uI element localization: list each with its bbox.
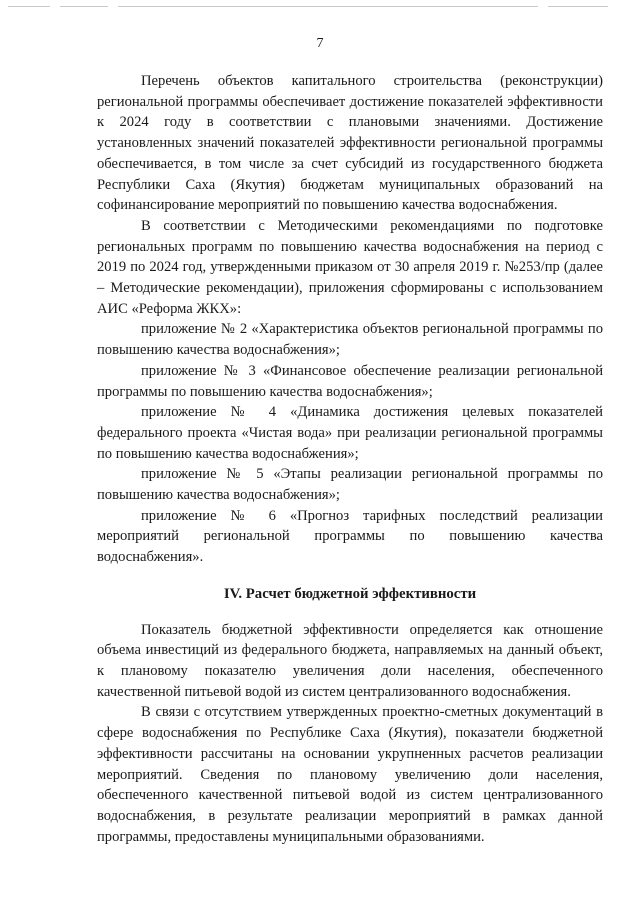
- scan-artifact-line: [548, 6, 608, 7]
- appendix-item: приложение № 4 «Динамика достижения целевых показателей федерального проекта «Чистая вода» при реализации региональной программы по повышению качества водоснабжения»;: [97, 404, 603, 462]
- appendix-item: приложение № 2 «Характеристика объектов региональной программы по повышению качества водоснабжения»;: [97, 321, 603, 359]
- paragraph: В соответствии с Методическими рекомендациями по подготовке региональных программ по повышению качества водоснабжения на период с 2019 по 2024 год, утвержденными приказом от 30 апреля 2019 г. №253/пр (далее – Методические рекомендации), приложения сформированы с использованием АИС «Реформа ЖКХ»:: [97, 217, 603, 317]
- scan-artifact-line: [8, 6, 50, 7]
- appendix-item: приложение № 6 «Прогноз тарифных последствий реализации мероприятий региональной программы по повышению качества водоснабжения».: [97, 507, 603, 566]
- document-body: [97, 71, 603, 847]
- section-heading: IV. Расчет бюджетной эффективности: [223, 585, 477, 602]
- scan-artifact-line: [60, 6, 108, 7]
- appendix-item: приложение № 5 «Этапы реализации региональной программы по повышению качества водоснабжения»;: [97, 466, 603, 504]
- paragraph: Показатель бюджетной эффективности определяется как отношение объема инвестиций из федерального бюджета, направляемых на данный объект, к плановому показателю увеличения доли населения, обеспеченного качественной питьевой водой из систем централизованного водоснабжения.: [97, 621, 603, 700]
- paragraph: В связи с отсутствием утвержденных проектно-сметных документаций в сфере водоснабжения по Республике Саха (Якутия), показатели бюджетной эффективности рассчитаны на основании укрупненных расчетов реализации мероприятий. Сведения по плановому увеличению доли населения, обеспеченного качественной питьевой водой из систем централизованного водоснабжения, в результате реализации мероприятий в рамках данной программы, предоставлены муниципальными образованиями.: [97, 704, 603, 845]
- appendix-item: приложение № 3 «Финансовое обеспечение реализации региональной программы по повышению качества водоснабжения»;: [97, 362, 603, 400]
- page-number: 7: [316, 36, 324, 51]
- scan-artifact-line: [118, 6, 538, 7]
- paragraph: Перечень объектов капитального строительства (реконструкции) региональной программы обеспечивает достижение показателей эффективности к 2024 году в соответствии с плановыми значениями. Достижение установленных значений показателей эффективности региональной программы обеспечивается, в том числе за счет субсидий из государственного бюджета Республики Саха (Якутия) бюджетам муниципальных образований на софинансирование мероприятий по повышению качества водоснабжения.: [97, 73, 603, 214]
